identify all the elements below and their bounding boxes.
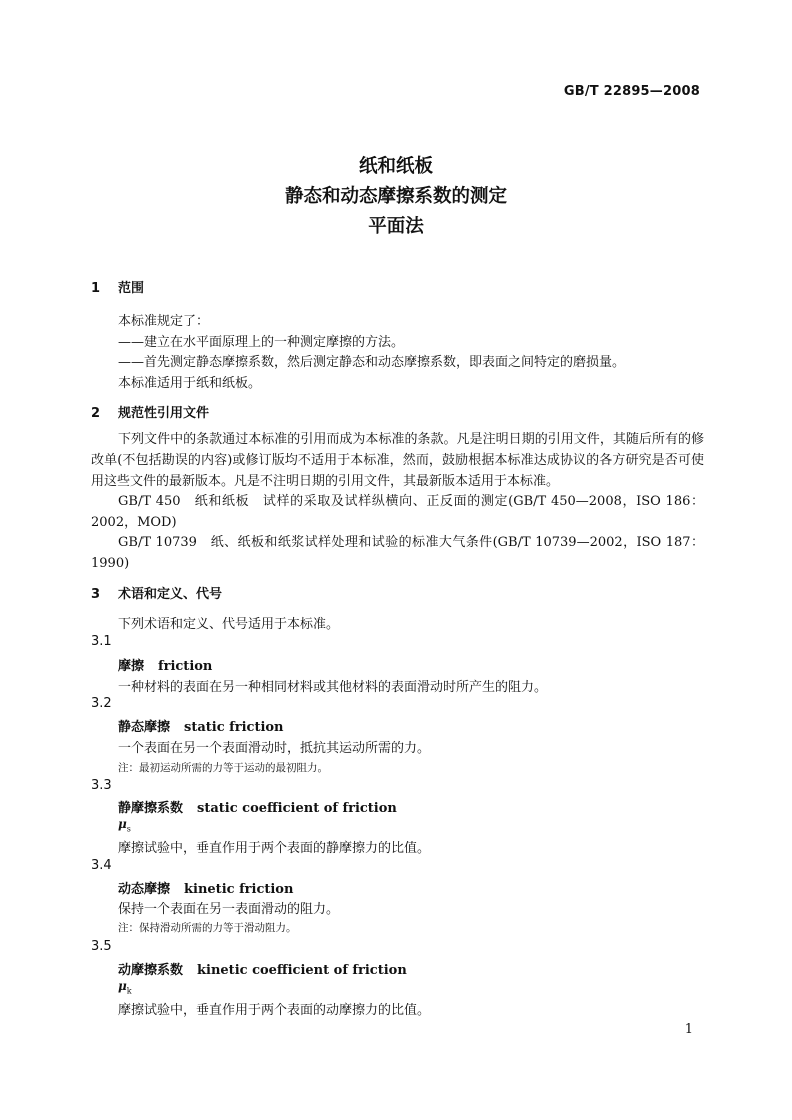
title-line-1: 纸和纸板 bbox=[358, 156, 433, 177]
term-number: 3.2 bbox=[91, 696, 112, 711]
term-number: 3.3 bbox=[91, 778, 112, 793]
term-english: static friction bbox=[184, 720, 284, 735]
term-heading bbox=[118, 716, 284, 735]
section-3-heading bbox=[91, 583, 222, 602]
term-definition: 一种材料的表面在另一种相同材料或其他材料的表面滑动时所产生的阻力。 bbox=[118, 680, 548, 695]
title-line-3: 平面法 bbox=[368, 216, 424, 237]
section-3-intro: 下列术语和定义、代号适用于本标准。 bbox=[118, 617, 340, 632]
term-symbol bbox=[118, 817, 131, 833]
normative-reference: GB/T 450 纸和纸板 试样的采取及试样纵横向、正反面的测定(GB/T 450—2008，ISO 186：2002，MOD) bbox=[91, 494, 704, 530]
section-3-number: 3 bbox=[91, 587, 101, 602]
term-chinese: 摩擦 bbox=[118, 659, 145, 674]
term-number: 3.4 bbox=[91, 858, 112, 873]
term-english: friction bbox=[158, 659, 213, 674]
term-note: 注：最初运动所需的力等于运动的最初阻力。 bbox=[118, 762, 328, 774]
term-note: 注：保持滑动所需的力等于滑动阻力。 bbox=[118, 922, 297, 934]
title-line-2: 静态和动态摩擦系数的测定 bbox=[284, 186, 507, 207]
term-chinese: 动态摩擦 bbox=[118, 882, 171, 897]
term-heading bbox=[118, 959, 407, 978]
term-heading bbox=[118, 797, 397, 816]
term-chinese: 静摩擦系数 bbox=[118, 801, 184, 816]
term-english: kinetic friction bbox=[184, 882, 294, 897]
section-1-heading bbox=[91, 277, 144, 296]
page-number: 1 bbox=[684, 1022, 693, 1037]
section-2-intro: 下列文件中的条款通过本标准的引用而成为本标准的条款。凡是注明日期的引用文件，其随后所有的修改单(不包括勘误的内容)或修订版均不适用于本标准，然而，鼓励根据本标准达成协议的各方研究是否可使用这些文件的最新版本。凡是不注明日期的引用文件，其最新版本适用于本标准。 bbox=[91, 432, 704, 489]
section-1-paragraph: 本标准适用于纸和纸板。 bbox=[118, 376, 262, 391]
term-definition: 摩擦试验中，垂直作用于两个表面的动摩擦力的比值。 bbox=[118, 1003, 431, 1018]
symbol-subscript: s bbox=[126, 824, 131, 834]
term-number: 3.1 bbox=[91, 634, 112, 649]
normative-reference: GB/T 10739 纸、纸板和纸浆试样处理和试验的标准大气条件(GB/T 10739—2002，ISO 187：1990) bbox=[91, 535, 704, 571]
section-2-number: 2 bbox=[91, 406, 101, 421]
term-chinese: 动摩擦系数 bbox=[118, 963, 184, 978]
section-3-title: 术语和定义、代号 bbox=[118, 587, 223, 602]
section-1-title: 范围 bbox=[118, 281, 145, 296]
term-english: static coefficient of friction bbox=[197, 801, 397, 816]
term-heading bbox=[118, 655, 212, 674]
symbol-mu: μ bbox=[118, 979, 127, 993]
term-heading bbox=[118, 878, 293, 897]
term-number: 3.5 bbox=[91, 939, 112, 954]
symbol-subscript: k bbox=[126, 986, 132, 996]
symbol-mu: μ bbox=[118, 817, 127, 831]
term-english: kinetic coefficient of friction bbox=[197, 963, 407, 978]
term-definition: 摩擦试验中，垂直作用于两个表面的静摩擦力的比值。 bbox=[118, 841, 431, 856]
section-2-title: 规范性引用文件 bbox=[118, 406, 210, 421]
standard-number: GB/T 22895—2008 bbox=[563, 84, 700, 99]
section-1-paragraph: 本标准规定了： bbox=[118, 314, 210, 329]
term-symbol bbox=[118, 979, 132, 995]
term-definition: 保持一个表面在另一表面滑动的阻力。 bbox=[118, 902, 340, 917]
term-chinese: 静态摩擦 bbox=[118, 720, 171, 735]
section-1-list-item: ——建立在水平面原理上的一种测定摩擦的方法。 bbox=[118, 335, 405, 350]
section-1-number: 1 bbox=[91, 281, 101, 296]
section-1-list-item: ——首先测定静态摩擦系数，然后测定静态和动态摩擦系数，即表面之间特定的磨损量。 bbox=[118, 355, 626, 370]
term-definition: 一个表面在另一个表面滑动时，抵抗其运动所需的力。 bbox=[118, 741, 431, 756]
section-2-heading bbox=[91, 402, 209, 421]
